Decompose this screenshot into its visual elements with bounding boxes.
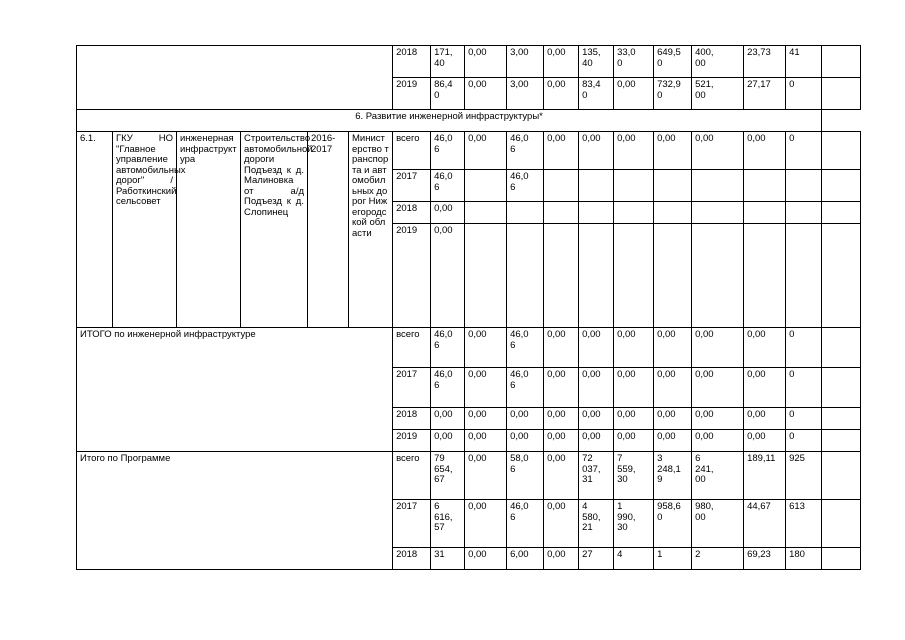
value-cell <box>544 170 579 202</box>
value-cell: 46,0 6 <box>507 170 544 202</box>
year-cell: 2018 <box>393 202 431 224</box>
value-cell: 23,73 <box>744 46 786 78</box>
item-name: Строительство автомобильной дороги Подъезд к д. Малиновка от а/д Подъезд к д. Слопинец <box>241 132 308 328</box>
value-cell: 0,00 <box>654 328 692 368</box>
value-cell <box>614 224 654 328</box>
value-cell: 0,00 <box>465 452 507 500</box>
value-cell: 0,00 <box>507 408 544 430</box>
value-cell: 46,0 6 <box>507 368 544 408</box>
year-cell: 2018 <box>393 548 431 570</box>
section-row <box>77 110 861 132</box>
value-cell: 171, 40 <box>431 46 465 78</box>
value-cell <box>614 202 654 224</box>
value-cell: 0,00 <box>465 78 507 110</box>
value-cell <box>822 224 861 328</box>
value-cell <box>822 170 861 202</box>
program-table <box>76 45 861 570</box>
value-cell <box>822 408 861 430</box>
value-cell: 0,00 <box>692 430 744 452</box>
value-cell: 27,17 <box>744 78 786 110</box>
value-cell <box>822 548 861 570</box>
value-cell: 0,00 <box>465 46 507 78</box>
item-ministry: Министерство транспорта и автомобильных дорог Нижегородской области <box>349 132 393 328</box>
table-row <box>77 452 861 500</box>
value-cell: 0,00 <box>692 408 744 430</box>
itogo-program-label: Итого по Программе <box>77 452 393 570</box>
value-cell <box>465 224 507 328</box>
value-cell: 0,00 <box>614 408 654 430</box>
value-cell <box>692 224 744 328</box>
value-cell: 86,4 0 <box>431 78 465 110</box>
value-cell: 189,11 <box>744 452 786 500</box>
value-cell: 1 990, 30 <box>614 500 654 548</box>
value-cell: 31 <box>431 548 465 570</box>
value-cell <box>822 132 861 170</box>
value-cell: 0,00 <box>465 368 507 408</box>
value-cell: 0,00 <box>431 224 465 328</box>
value-cell: 0,00 <box>579 430 614 452</box>
value-cell: 0,00 <box>544 452 579 500</box>
value-cell: 0,00 <box>692 328 744 368</box>
value-cell: 46,0 6 <box>431 132 465 170</box>
item-type: инженерная инфраструктура <box>177 132 241 328</box>
value-cell: 0,00 <box>744 430 786 452</box>
value-cell: 0,00 <box>544 368 579 408</box>
blank-cell <box>77 46 393 110</box>
value-cell: 0,00 <box>614 430 654 452</box>
value-cell <box>786 224 822 328</box>
value-cell <box>822 202 861 224</box>
item-organization: ГКУ НО "Главное управление автомобильных дорог" / Работкинский сельсовет <box>113 132 177 328</box>
value-cell <box>654 202 692 224</box>
value-cell: 400, 00 <box>692 46 744 78</box>
value-cell: 0,00 <box>465 132 507 170</box>
value-cell: 46,0 6 <box>507 500 544 548</box>
value-cell: 46,0 6 <box>431 328 465 368</box>
year-cell: 2018 <box>393 46 431 78</box>
value-cell: 0,00 <box>544 46 579 78</box>
value-cell <box>465 170 507 202</box>
value-cell: 0,00 <box>544 430 579 452</box>
value-cell: 0 <box>786 368 822 408</box>
value-cell: 44,67 <box>744 500 786 548</box>
year-cell: всего <box>393 328 431 368</box>
value-cell: 7 559, 30 <box>614 452 654 500</box>
value-cell: 6,00 <box>507 548 544 570</box>
value-cell: 925 <box>786 452 822 500</box>
value-cell: 649,5 0 <box>654 46 692 78</box>
value-cell: 0,00 <box>614 368 654 408</box>
item-period: 2016-2017 <box>308 132 349 328</box>
value-cell: 0,00 <box>614 328 654 368</box>
value-cell: 69,23 <box>744 548 786 570</box>
value-cell: 0,00 <box>544 500 579 548</box>
value-cell <box>692 170 744 202</box>
value-cell: 0,00 <box>544 132 579 170</box>
table-row <box>77 46 861 78</box>
section-title: 6. Развитие инженерной инфраструктуры* <box>77 110 822 132</box>
year-cell: 2018 <box>393 408 431 430</box>
value-cell: 0,00 <box>579 368 614 408</box>
value-cell: 72 037, 31 <box>579 452 614 500</box>
value-cell <box>822 452 861 500</box>
value-cell <box>654 170 692 202</box>
value-cell: 46,0 6 <box>431 170 465 202</box>
value-cell: 0,00 <box>614 132 654 170</box>
value-cell: 0,00 <box>654 408 692 430</box>
value-cell <box>744 170 786 202</box>
value-cell: 6 241, 00 <box>692 452 744 500</box>
value-cell: 79 654, 67 <box>431 452 465 500</box>
value-cell: 0,00 <box>744 328 786 368</box>
value-cell: 46,0 6 <box>431 368 465 408</box>
value-cell: 0,00 <box>744 408 786 430</box>
value-cell <box>579 202 614 224</box>
value-cell: 521, 00 <box>692 78 744 110</box>
value-cell: 3,00 <box>507 46 544 78</box>
value-cell: 1 <box>654 548 692 570</box>
value-cell: 0,00 <box>744 132 786 170</box>
value-cell: 135, 40 <box>579 46 614 78</box>
value-cell <box>579 224 614 328</box>
value-cell <box>544 224 579 328</box>
value-cell: 0,00 <box>431 202 465 224</box>
value-cell: 33,0 0 <box>614 46 654 78</box>
value-cell <box>822 328 861 368</box>
value-cell: 0,00 <box>654 430 692 452</box>
value-cell: 0 <box>786 78 822 110</box>
value-cell: 0,00 <box>744 368 786 408</box>
value-cell <box>822 46 861 78</box>
value-cell: 958,6 0 <box>654 500 692 548</box>
value-cell: 180 <box>786 548 822 570</box>
value-cell <box>744 224 786 328</box>
value-cell: 0,00 <box>544 78 579 110</box>
value-cell <box>692 202 744 224</box>
value-cell: 0,00 <box>544 328 579 368</box>
value-cell: 0,00 <box>654 368 692 408</box>
value-cell: 0,00 <box>465 500 507 548</box>
year-cell: 2017 <box>393 170 431 202</box>
year-cell: 2019 <box>393 224 431 328</box>
value-cell: 0,00 <box>614 78 654 110</box>
value-cell <box>507 224 544 328</box>
value-cell <box>822 78 861 110</box>
value-cell: 980, 00 <box>692 500 744 548</box>
year-cell: всего <box>393 132 431 170</box>
value-cell: 0 <box>786 328 822 368</box>
value-cell: 4 <box>614 548 654 570</box>
value-cell: 0,00 <box>544 548 579 570</box>
value-cell: 0 <box>786 430 822 452</box>
value-cell: 41 <box>786 46 822 78</box>
value-cell <box>579 170 614 202</box>
value-cell: 3,00 <box>507 78 544 110</box>
value-cell: 0,00 <box>579 132 614 170</box>
value-cell <box>786 202 822 224</box>
value-cell: 46,0 6 <box>507 132 544 170</box>
item-number: 6.1. <box>77 132 113 328</box>
year-cell: 2019 <box>393 430 431 452</box>
value-cell: 0,00 <box>654 132 692 170</box>
value-cell <box>507 202 544 224</box>
value-cell <box>544 202 579 224</box>
value-cell: 0,00 <box>465 328 507 368</box>
value-cell <box>822 500 861 548</box>
value-cell: 3 248,1 9 <box>654 452 692 500</box>
value-cell: 0,00 <box>692 368 744 408</box>
value-cell <box>822 368 861 408</box>
value-cell: 613 <box>786 500 822 548</box>
value-cell: 0,00 <box>431 430 465 452</box>
year-cell: 2019 <box>393 78 431 110</box>
value-cell: 58,0 6 <box>507 452 544 500</box>
value-cell <box>822 430 861 452</box>
value-cell: 4 580, 21 <box>579 500 614 548</box>
year-cell: 2017 <box>393 500 431 548</box>
value-cell: 0,00 <box>465 548 507 570</box>
value-cell: 0,00 <box>465 430 507 452</box>
value-cell: 27 <box>579 548 614 570</box>
value-cell: 0,00 <box>579 328 614 368</box>
value-cell <box>614 170 654 202</box>
value-cell <box>465 202 507 224</box>
value-cell: 2 <box>692 548 744 570</box>
value-cell: 0 <box>786 408 822 430</box>
value-cell: 46,0 6 <box>507 328 544 368</box>
value-cell: 0,00 <box>465 408 507 430</box>
value-cell: 0,00 <box>579 408 614 430</box>
value-cell: 0,00 <box>544 408 579 430</box>
value-cell: 83,4 0 <box>579 78 614 110</box>
value-cell: 0,00 <box>507 430 544 452</box>
table-row <box>77 132 861 170</box>
value-cell: 0 <box>786 132 822 170</box>
year-cell: 2017 <box>393 368 431 408</box>
year-cell: всего <box>393 452 431 500</box>
value-cell <box>654 224 692 328</box>
value-cell <box>786 170 822 202</box>
value-cell: 0,00 <box>692 132 744 170</box>
value-cell: 6 616, 57 <box>431 500 465 548</box>
value-cell: 0,00 <box>431 408 465 430</box>
value-cell: 732,9 0 <box>654 78 692 110</box>
value-cell <box>744 202 786 224</box>
itogo-infra-label: ИТОГО по инженерной инфраструктуре <box>77 328 393 452</box>
table-row <box>77 328 861 368</box>
